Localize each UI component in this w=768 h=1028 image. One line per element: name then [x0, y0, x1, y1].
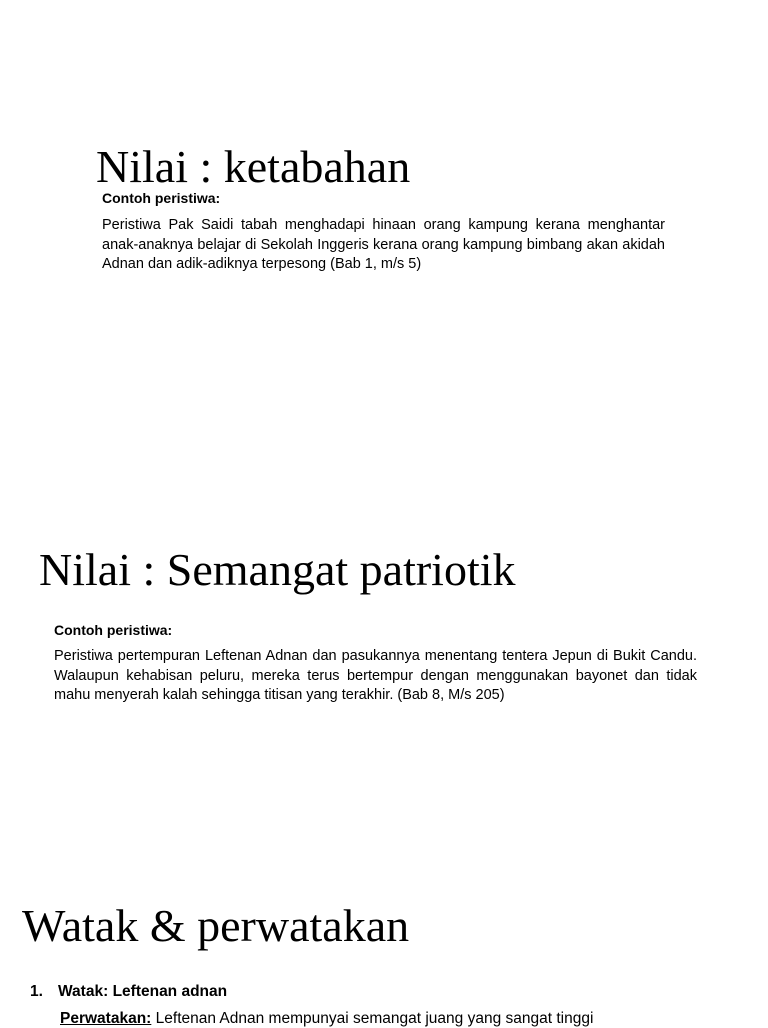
- characterization-text: Leftenan Adnan mempunyai semangat juang yang sangat tinggi: [155, 1010, 594, 1027]
- characterization-label: Perwatakan:: [60, 1010, 152, 1027]
- event-label: Contoh peristiwa:: [54, 622, 173, 638]
- slide-title: Nilai : ketabahan: [96, 141, 411, 192]
- character-label: Watak:: [58, 983, 109, 1000]
- characterization-line: [60, 1010, 593, 1028]
- slide-title: Watak & perwatakan: [22, 900, 410, 951]
- event-text: Peristiwa pertempuran Leftenan Adnan dan pasukannya menentang tentera Jepun di Bukit Candu. Walaupun kehabisan peluru, mereka terus bertempur dengan menggunakan bayonet dan tidak mahu menyerah kalah sehingga titisan yang terakhir. (Bab 8, M/s 205): [54, 648, 697, 703]
- character-heading: [58, 983, 227, 1001]
- list-number: 1.: [30, 983, 43, 1000]
- event-label: Contoh peristiwa:: [102, 190, 221, 206]
- event-text: Peristiwa Pak Saidi tabah menghadapi hinaan orang kampung kerana menghantar anak-anaknya belajar di Sekolah Inggeris kerana orang kampung bimbang akan akidah Adnan dan adik-adiknya terpesong (Bab 1, m/s 5): [102, 217, 665, 272]
- character-name: Leftenan adnan: [112, 983, 228, 1000]
- slide-title: Nilai : Semangat patriotik: [39, 544, 516, 595]
